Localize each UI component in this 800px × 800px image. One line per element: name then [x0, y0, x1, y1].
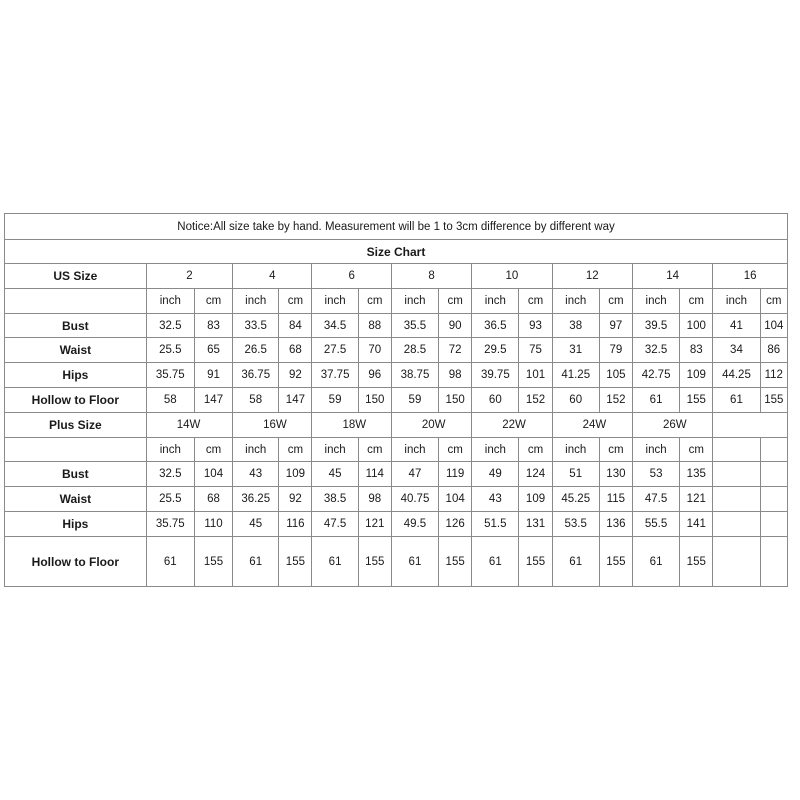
unit-cm: cm — [279, 289, 312, 314]
measurement-value: 32.5 — [146, 314, 194, 338]
measurement-value: 114 — [358, 462, 391, 487]
measurement-value: 47.5 — [312, 512, 358, 537]
measurement-value: 58 — [146, 388, 194, 413]
unit-cm: cm — [358, 438, 391, 462]
plus-size-heading — [713, 413, 788, 438]
measurement-label: Waist — [5, 487, 147, 512]
measurement-row — [5, 487, 788, 512]
measurement-value: 60 — [552, 388, 599, 413]
unit-cm: cm — [439, 289, 472, 314]
measurement-value: 155 — [194, 537, 232, 587]
unit-cm: cm — [519, 289, 552, 314]
measurement-value: 155 — [279, 537, 312, 587]
measurement-value: 61 — [632, 388, 679, 413]
measurement-value: 155 — [680, 537, 713, 587]
measurement-value: 53.5 — [552, 512, 599, 537]
plus-size-header-row — [5, 413, 788, 438]
unit-inch: inch — [552, 438, 599, 462]
measurement-value: 65 — [194, 338, 232, 363]
measurement-value: 112 — [760, 363, 787, 388]
measurement-value: 68 — [279, 338, 312, 363]
measurement-value: 43 — [472, 487, 519, 512]
us-unit-row-empty — [5, 289, 147, 314]
measurement-value: 61 — [391, 537, 438, 587]
measurement-value: 41 — [713, 314, 760, 338]
unit-inch: inch — [233, 438, 279, 462]
measurement-value — [760, 487, 787, 512]
measurement-value: 136 — [599, 512, 632, 537]
measurement-row — [5, 388, 788, 413]
plus-size-label: Plus Size — [5, 413, 147, 438]
plus-size-heading: 26W — [632, 413, 712, 438]
measurement-value: 101 — [519, 363, 552, 388]
measurement-value: 109 — [279, 462, 312, 487]
measurement-value: 26.5 — [233, 338, 279, 363]
us-size-heading: 16 — [713, 264, 788, 289]
measurement-value — [760, 512, 787, 537]
measurement-value: 115 — [599, 487, 632, 512]
measurement-label: Waist — [5, 338, 147, 363]
measurement-value: 59 — [312, 388, 358, 413]
us-size-heading: 6 — [312, 264, 391, 289]
measurement-value: 61 — [146, 537, 194, 587]
plus-size-heading: 14W — [146, 413, 232, 438]
measurement-value: 29.5 — [472, 338, 519, 363]
measurement-value: 147 — [279, 388, 312, 413]
measurement-value: 121 — [358, 512, 391, 537]
unit-inch: inch — [713, 289, 760, 314]
measurement-value: 25.5 — [146, 338, 194, 363]
measurement-label: Hips — [5, 512, 147, 537]
unit-cm: cm — [279, 438, 312, 462]
measurement-value: 90 — [439, 314, 472, 338]
measurement-row — [5, 363, 788, 388]
measurement-value: 155 — [760, 388, 787, 413]
notice-text: Notice:All size take by hand. Measurement will be 1 to 3cm difference by different way — [5, 214, 788, 240]
measurement-value: 75 — [519, 338, 552, 363]
unit-inch: inch — [312, 438, 358, 462]
measurement-value: 92 — [279, 363, 312, 388]
measurement-value: 35.75 — [146, 363, 194, 388]
measurement-value — [713, 537, 760, 587]
unit-cm: cm — [194, 289, 232, 314]
unit-cm: cm — [358, 289, 391, 314]
measurement-value: 61 — [233, 537, 279, 587]
measurement-value: 47 — [391, 462, 438, 487]
size-chart-table — [4, 213, 788, 587]
measurement-value: 155 — [680, 388, 713, 413]
measurement-value: 104 — [760, 314, 787, 338]
plus-size-heading: 24W — [552, 413, 632, 438]
measurement-label: Hollow to Floor — [5, 388, 147, 413]
measurement-value: 59 — [391, 388, 438, 413]
measurement-value: 155 — [599, 537, 632, 587]
measurement-value: 49 — [472, 462, 519, 487]
measurement-value: 126 — [439, 512, 472, 537]
measurement-value — [713, 512, 760, 537]
measurement-value: 39.75 — [472, 363, 519, 388]
measurement-value: 70 — [358, 338, 391, 363]
unit-inch: inch — [312, 289, 358, 314]
measurement-value — [713, 487, 760, 512]
unit-inch: inch — [632, 438, 679, 462]
measurement-value: 51 — [552, 462, 599, 487]
measurement-value: 36.25 — [233, 487, 279, 512]
unit-cm: cm — [760, 289, 787, 314]
measurement-value: 43 — [233, 462, 279, 487]
plus-size-heading: 22W — [472, 413, 552, 438]
measurement-label: Bust — [5, 462, 147, 487]
us-unit-row — [5, 289, 788, 314]
unit-cm — [760, 438, 787, 462]
unit-cm: cm — [194, 438, 232, 462]
measurement-label: Hollow to Floor — [5, 537, 147, 587]
measurement-value: 119 — [439, 462, 472, 487]
unit-inch: inch — [632, 289, 679, 314]
us-size-heading: 2 — [146, 264, 232, 289]
unit-cm: cm — [519, 438, 552, 462]
measurement-value: 60 — [472, 388, 519, 413]
plus-size-heading: 20W — [391, 413, 471, 438]
plus-size-heading: 18W — [312, 413, 391, 438]
measurement-label: Bust — [5, 314, 147, 338]
measurement-value: 104 — [439, 487, 472, 512]
measurement-value: 97 — [599, 314, 632, 338]
unit-cm: cm — [599, 438, 632, 462]
measurement-value: 38 — [552, 314, 599, 338]
measurement-value: 155 — [358, 537, 391, 587]
measurement-value: 51.5 — [472, 512, 519, 537]
measurement-value: 152 — [599, 388, 632, 413]
measurement-value: 37.75 — [312, 363, 358, 388]
measurement-value: 49.5 — [391, 512, 438, 537]
measurement-value: 38.5 — [312, 487, 358, 512]
measurement-label: Hips — [5, 363, 147, 388]
unit-inch: inch — [146, 438, 194, 462]
measurement-value: 109 — [519, 487, 552, 512]
measurement-value: 61 — [312, 537, 358, 587]
measurement-value: 55.5 — [632, 512, 679, 537]
plus-size-heading: 16W — [233, 413, 312, 438]
measurement-value: 147 — [194, 388, 232, 413]
measurement-row — [5, 462, 788, 487]
measurement-value: 91 — [194, 363, 232, 388]
measurement-value: 44.25 — [713, 363, 760, 388]
measurement-value — [760, 537, 787, 587]
unit-cm: cm — [680, 438, 713, 462]
unit-inch — [713, 438, 760, 462]
measurement-value: 110 — [194, 512, 232, 537]
chart-title: Size Chart — [5, 240, 788, 264]
unit-inch: inch — [472, 438, 519, 462]
unit-inch: inch — [391, 438, 438, 462]
measurement-value: 32.5 — [632, 338, 679, 363]
unit-cm: cm — [680, 289, 713, 314]
measurement-value: 38.75 — [391, 363, 438, 388]
measurement-value: 155 — [519, 537, 552, 587]
measurement-value: 135 — [680, 462, 713, 487]
measurement-value: 83 — [194, 314, 232, 338]
measurement-value: 42.75 — [632, 363, 679, 388]
measurement-value: 33.5 — [233, 314, 279, 338]
measurement-value: 131 — [519, 512, 552, 537]
measurement-value: 83 — [680, 338, 713, 363]
measurement-value: 121 — [680, 487, 713, 512]
measurement-value: 34 — [713, 338, 760, 363]
measurement-value — [713, 462, 760, 487]
unit-inch: inch — [391, 289, 438, 314]
measurement-value: 58 — [233, 388, 279, 413]
measurement-value: 150 — [439, 388, 472, 413]
measurement-value — [760, 462, 787, 487]
measurement-value: 28.5 — [391, 338, 438, 363]
us-size-heading: 12 — [552, 264, 632, 289]
measurement-value: 41.25 — [552, 363, 599, 388]
unit-inch: inch — [472, 289, 519, 314]
measurement-value: 25.5 — [146, 487, 194, 512]
measurement-value: 96 — [358, 363, 391, 388]
us-size-heading: 14 — [632, 264, 712, 289]
measurement-value: 39.5 — [632, 314, 679, 338]
measurement-row — [5, 512, 788, 537]
measurement-value: 152 — [519, 388, 552, 413]
measurement-row — [5, 537, 788, 587]
measurement-value: 61 — [552, 537, 599, 587]
measurement-value: 35.75 — [146, 512, 194, 537]
us-size-label: US Size — [5, 264, 147, 289]
measurement-value: 36.75 — [233, 363, 279, 388]
us-size-heading: 10 — [472, 264, 552, 289]
measurement-value: 68 — [194, 487, 232, 512]
plus-unit-row — [5, 438, 788, 462]
measurement-value: 45.25 — [552, 487, 599, 512]
us-size-heading: 4 — [233, 264, 312, 289]
measurement-value: 31 — [552, 338, 599, 363]
measurement-value: 109 — [680, 363, 713, 388]
unit-inch: inch — [146, 289, 194, 314]
measurement-value: 79 — [599, 338, 632, 363]
measurement-value: 40.75 — [391, 487, 438, 512]
plus-unit-row-empty — [5, 438, 147, 462]
measurement-value: 53 — [632, 462, 679, 487]
measurement-value: 100 — [680, 314, 713, 338]
measurement-value: 124 — [519, 462, 552, 487]
measurement-value: 35.5 — [391, 314, 438, 338]
measurement-value: 105 — [599, 363, 632, 388]
measurement-value: 88 — [358, 314, 391, 338]
measurement-value: 36.5 — [472, 314, 519, 338]
measurement-value: 141 — [680, 512, 713, 537]
unit-inch: inch — [233, 289, 279, 314]
measurement-value: 155 — [439, 537, 472, 587]
measurement-value: 32.5 — [146, 462, 194, 487]
measurement-value: 84 — [279, 314, 312, 338]
measurement-value: 93 — [519, 314, 552, 338]
measurement-value: 92 — [279, 487, 312, 512]
measurement-value: 72 — [439, 338, 472, 363]
measurement-value: 61 — [472, 537, 519, 587]
measurement-value: 61 — [632, 537, 679, 587]
us-size-header-row — [5, 264, 788, 289]
measurement-value: 61 — [713, 388, 760, 413]
unit-cm: cm — [439, 438, 472, 462]
measurement-value: 34.5 — [312, 314, 358, 338]
measurement-value: 27.5 — [312, 338, 358, 363]
measurement-value: 98 — [439, 363, 472, 388]
measurement-value: 47.5 — [632, 487, 679, 512]
unit-cm: cm — [599, 289, 632, 314]
us-size-heading: 8 — [391, 264, 471, 289]
measurement-row — [5, 314, 788, 338]
measurement-value: 150 — [358, 388, 391, 413]
measurement-value: 86 — [760, 338, 787, 363]
measurement-value: 104 — [194, 462, 232, 487]
measurement-row — [5, 338, 788, 363]
measurement-value: 116 — [279, 512, 312, 537]
measurement-value: 45 — [233, 512, 279, 537]
unit-inch: inch — [552, 289, 599, 314]
measurement-value: 45 — [312, 462, 358, 487]
measurement-value: 130 — [599, 462, 632, 487]
measurement-value: 98 — [358, 487, 391, 512]
